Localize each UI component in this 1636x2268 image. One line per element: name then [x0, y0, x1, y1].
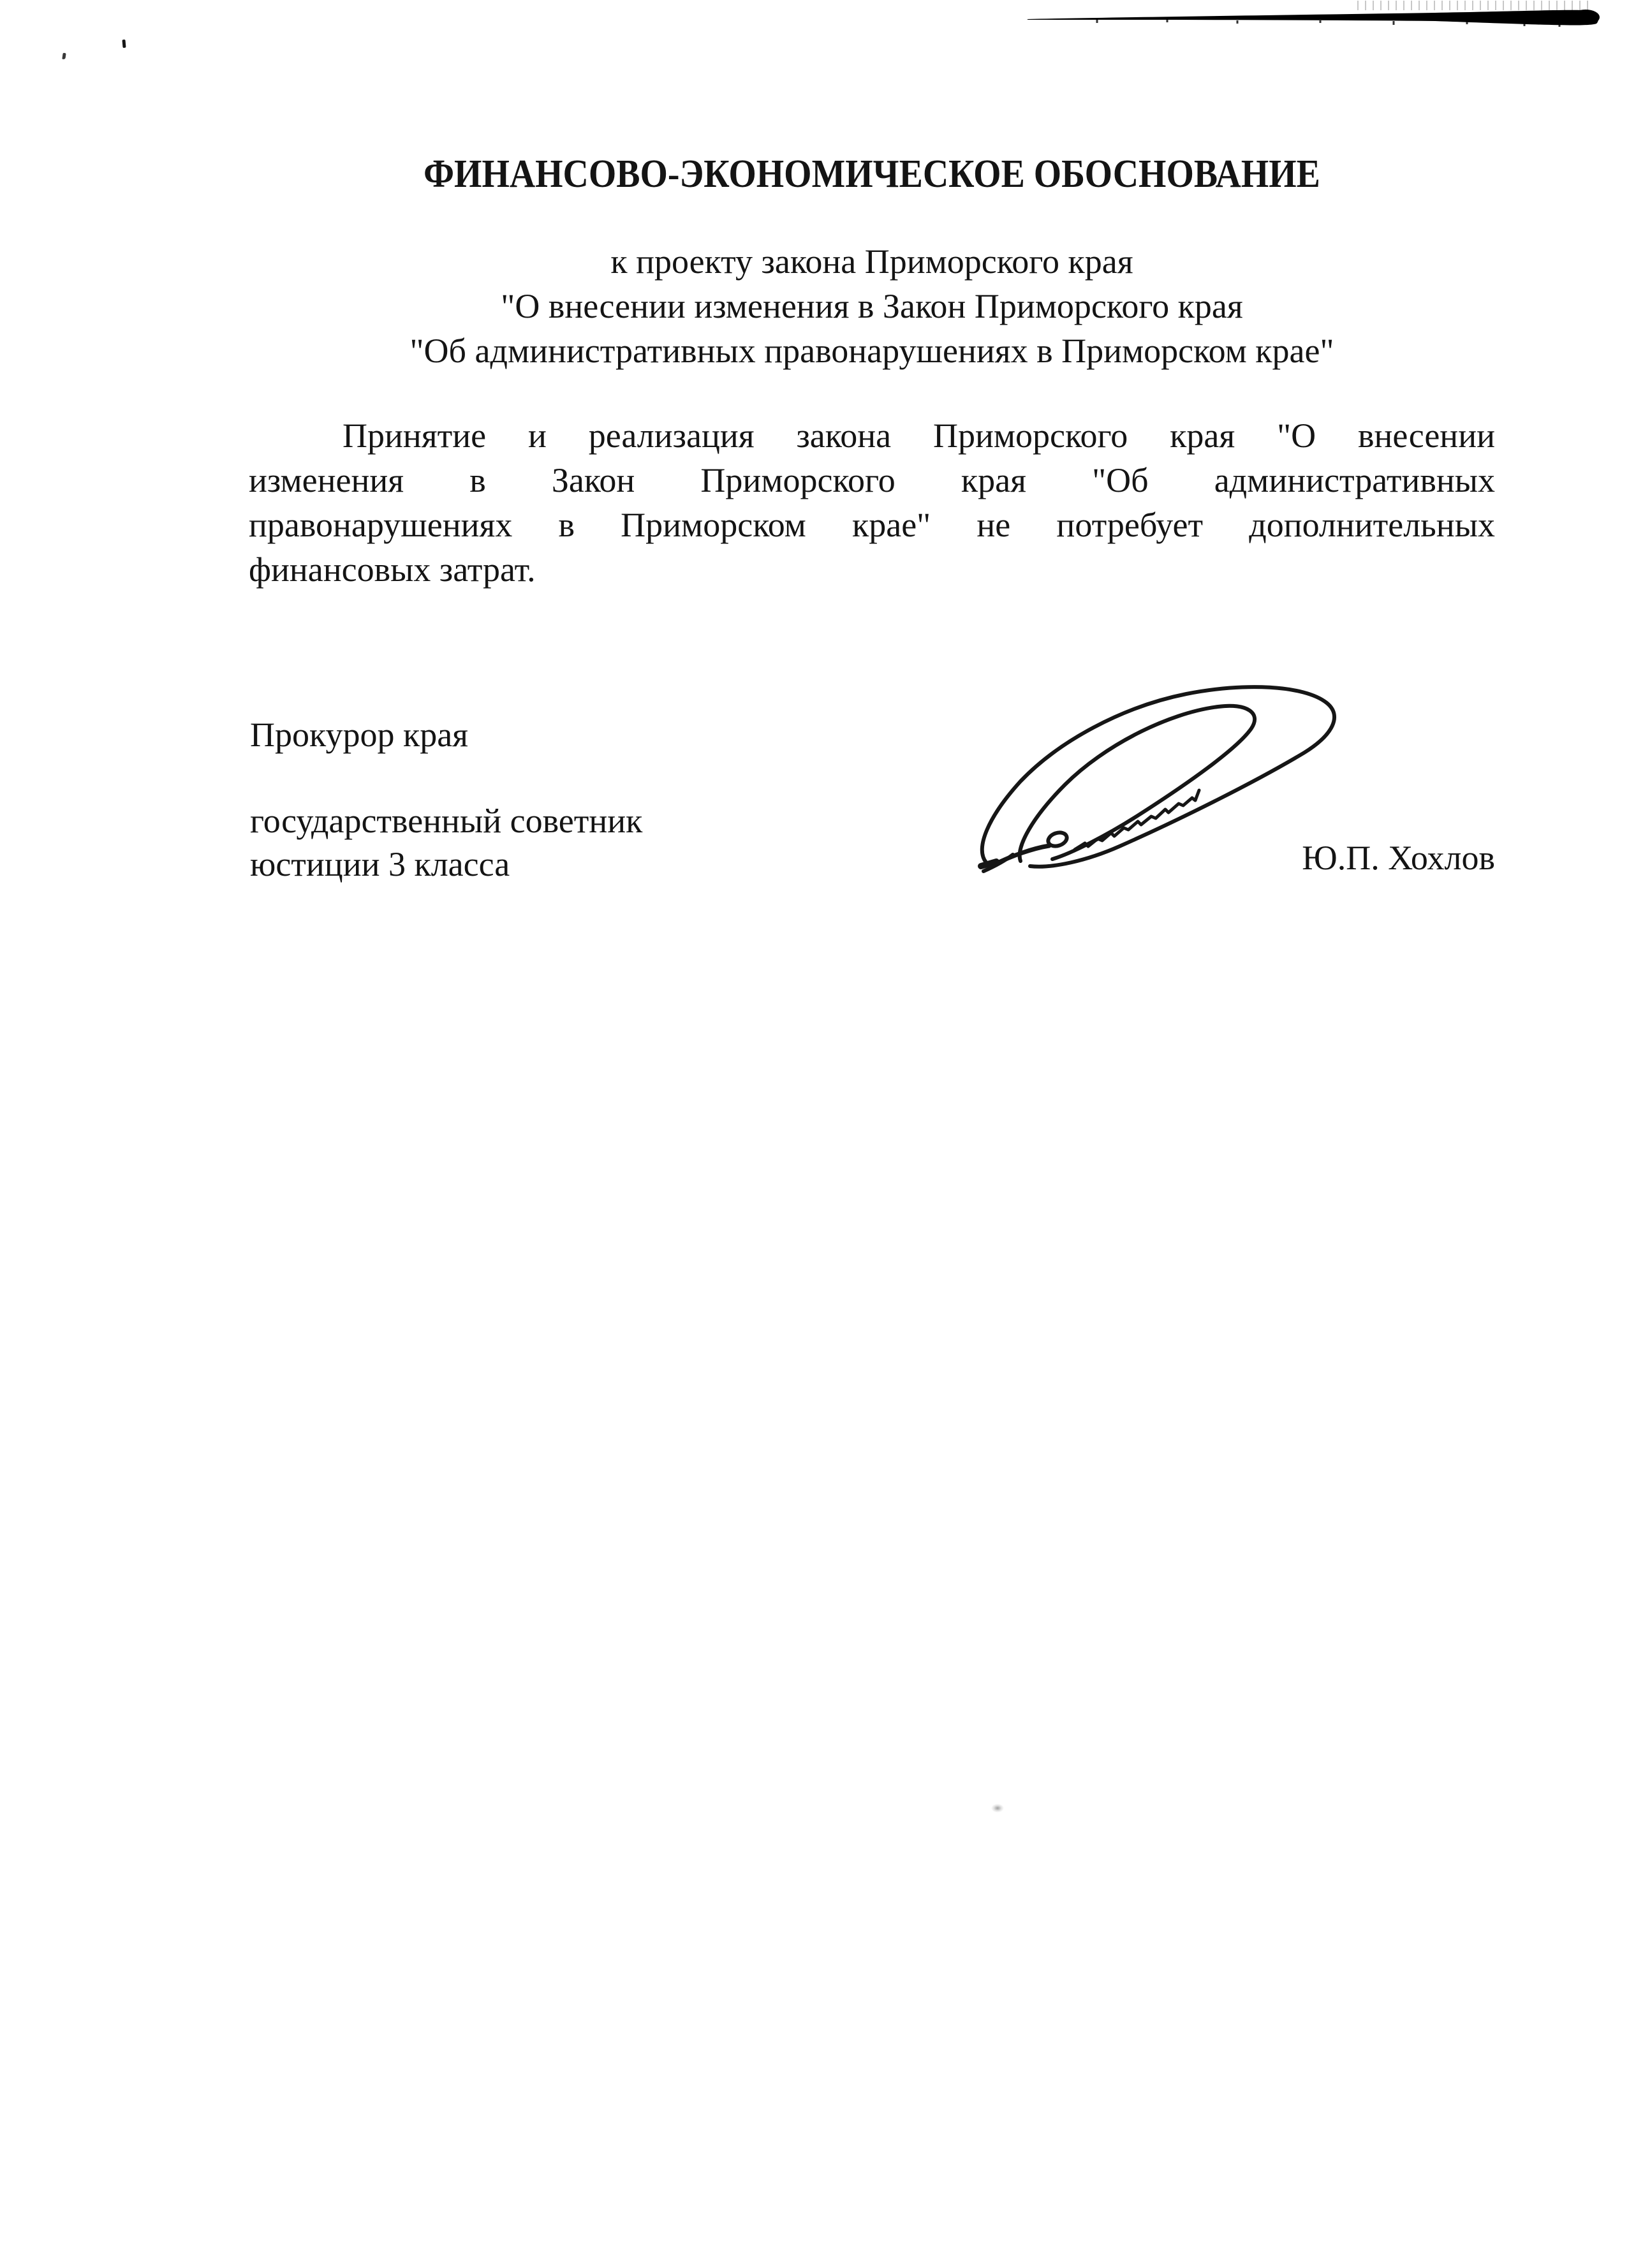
- paragraph-line: правонарушениях в Приморском крае" не потребует дополнительных: [249, 506, 1495, 544]
- subtitle-line: "Об административных правонарушениях в Приморском крае": [409, 332, 1334, 370]
- signer-rank-line: государственный советник: [250, 802, 643, 840]
- scan-speck-icon: [62, 53, 66, 60]
- scan-speck-faint-icon: [991, 1804, 1004, 1813]
- paragraph-line: Принятие и реализация закона Приморского края "О внесении: [343, 416, 1495, 455]
- document-title: ФИНАНСОВО-ЭКОНОМИЧЕСКОЕ ОБОСНОВАНИЕ: [424, 152, 1320, 196]
- signer-name: Ю.П. Хохлов: [1302, 839, 1495, 877]
- signer-rank-line: юстиции 3 класса: [250, 845, 510, 883]
- scan-speck-icon: [122, 40, 126, 48]
- document-subtitle: [249, 239, 1495, 373]
- signer-position-title: Прокурор края: [250, 716, 469, 754]
- scan-streak-artifact-icon: [1021, 0, 1636, 38]
- body-paragraph: [249, 413, 1495, 592]
- subtitle-line: к проекту закона Приморского края: [610, 242, 1133, 281]
- subtitle-line: "О внесении изменения в Закон Приморского края: [501, 287, 1243, 325]
- paragraph-line: изменения в Закон Приморского края "Об административных: [249, 461, 1495, 499]
- signer-rank: [250, 799, 642, 886]
- paragraph-line: финансовых затрат.: [249, 550, 536, 589]
